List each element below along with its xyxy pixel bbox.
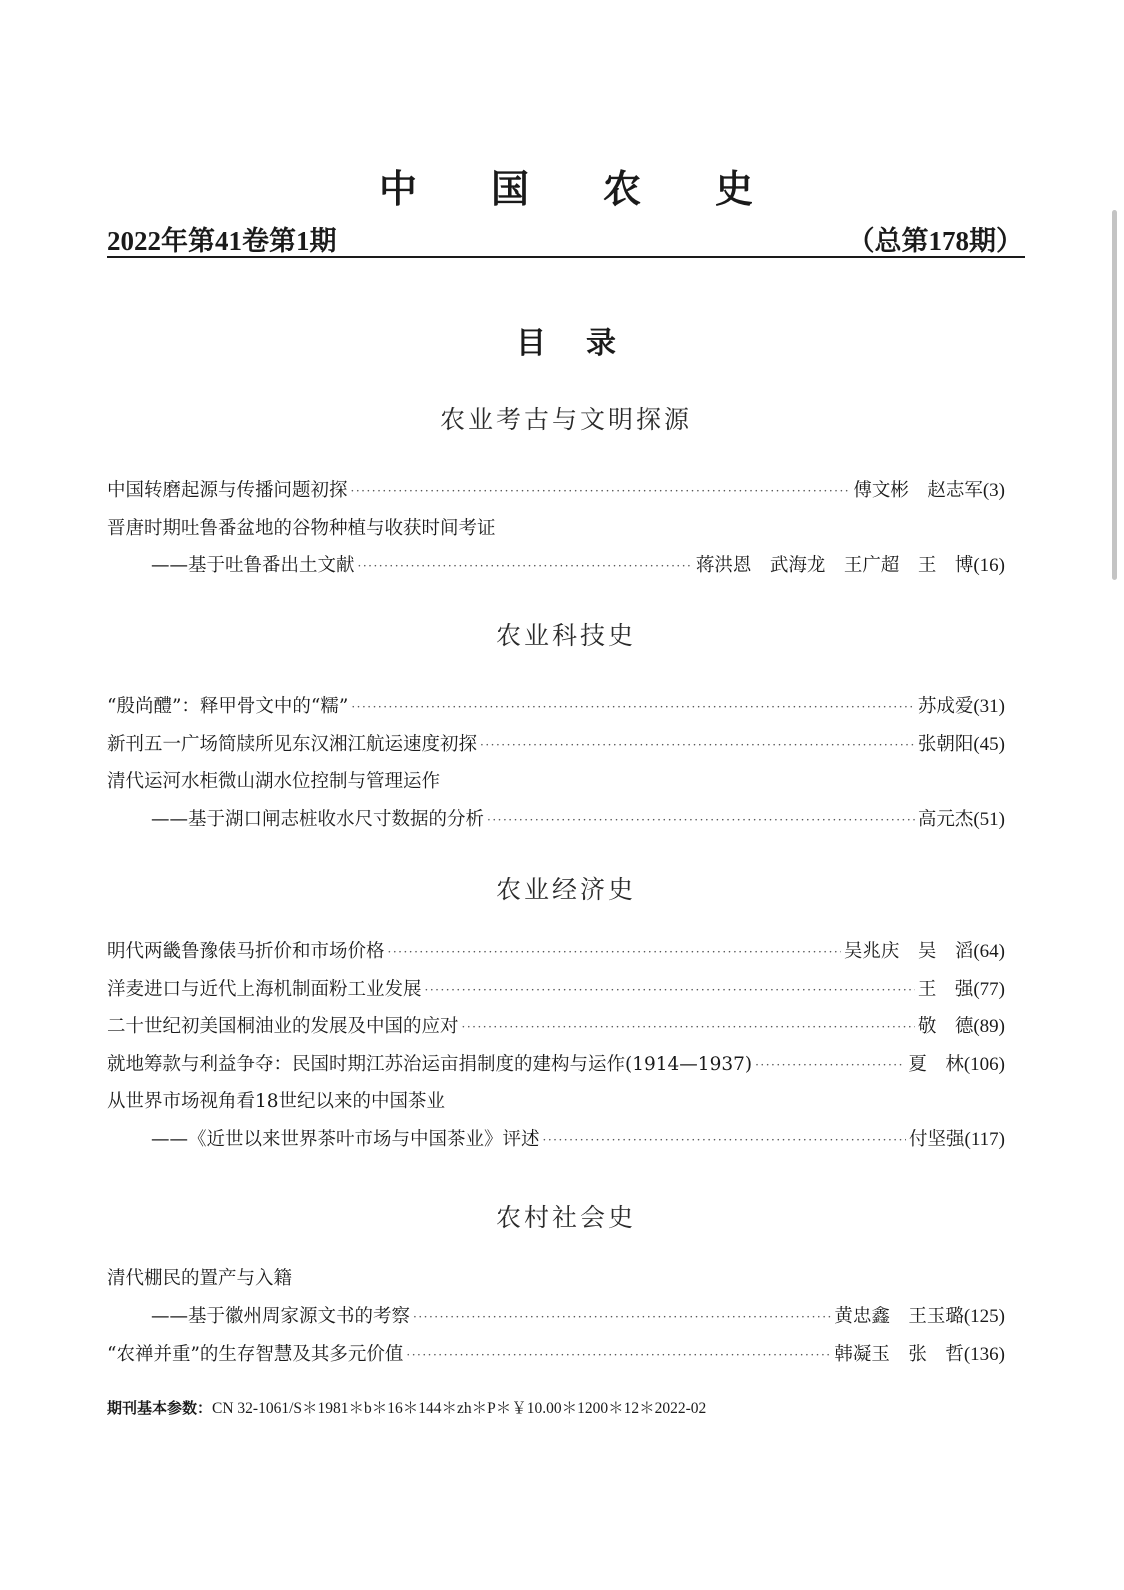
entry-page: (51) [973,809,1005,830]
entry-title: “农禅并重”的生存智慧及其多元价值 [107,1344,404,1365]
leader-dots [462,1012,915,1042]
leader-dots [388,937,841,967]
entry-authors: 傅文彬 赵志军 [853,480,983,501]
leader-dots [351,476,851,506]
toc-heading-char: 目 [516,326,546,361]
entry-title: 二十世纪初美国桐油业的发展及中国的应对 [107,1016,459,1037]
toc-heading-char: 录 [586,326,616,361]
toc-entry[interactable] [107,975,1005,1005]
leader-dots [487,805,915,835]
toc-entry[interactable] [107,692,1005,722]
journal-title-char: 史 [714,167,753,211]
entry-subtitle: ——基于湖口闸志桩收水尺寸数据的分析 [151,809,485,830]
leader-dots [425,975,915,1005]
toc-entry[interactable] [107,1050,1005,1080]
entry-title: 就地筹款与利益争夺：民国时期江苏治运亩捐制度的建构与运作(1914—1937) [107,1054,753,1075]
toc-entry[interactable] [107,1125,1005,1155]
params-label: 期刊基本参数： [107,1399,213,1417]
entry-title: 明代两畿鲁豫俵马折价和市场价格 [107,941,385,962]
entry-subtitle: ——《近世以来世界茶叶市场与中国茶业》评述 [151,1129,540,1150]
toc-entry[interactable] [107,1012,1005,1042]
entry-authors: 付坚强 [909,1129,965,1150]
journal-title-char: 农 [602,167,641,211]
entry-authors: 吴兆庆 吴 滔 [843,941,974,962]
entry-page: (125) [963,1306,1005,1327]
toc-entry[interactable] [107,551,1005,581]
params-value: CN 32-1061/S＊1981＊b＊16＊144＊zh＊P＊￥10.00＊1200＊12＊2022-02 [212,1400,707,1417]
leader-dots [480,730,915,760]
entry-page: (16) [973,555,1005,576]
leader-dots [755,1050,905,1080]
entry-title: 洋麦进口与近代上海机制面粉工业发展 [107,979,422,1000]
section-title: 农业科技史 [495,621,636,650]
journal-title-char: 国 [490,167,529,211]
entry-title[interactable]: 从世界市场视角看18世纪以来的中国茶业 [107,1091,446,1112]
entry-subtitle: ——基于徽州周家源文书的考察 [151,1306,411,1327]
entry-page: (64) [973,941,1005,962]
section-title: 农业考古与文明探源 [439,405,692,434]
journal-title-char: 中 [378,167,417,211]
entry-authors: 苏成爱 [917,696,974,717]
entry-title[interactable]: 清代棚民的置产与入籍 [107,1268,293,1289]
entry-authors: 韩凝玉 张 哲 [834,1344,964,1365]
entry-authors: 高元杰 [917,809,974,830]
entry-authors: 黄忠鑫 王玉璐 [834,1306,964,1327]
leader-dots [413,1302,831,1332]
toc-entry[interactable] [107,805,1005,835]
toc-entry[interactable] [107,730,1005,760]
entry-page: (31) [973,696,1005,717]
issue-volume: 2022年第41卷第1期 [107,226,337,256]
leader-dots [358,551,693,581]
section-title: 农村社会史 [495,1203,636,1232]
entry-authors: 敬 德 [917,1016,974,1037]
leader-dots [351,692,914,722]
entry-title[interactable]: 晋唐时期吐鲁番盆地的谷物种植与收获时间考证 [107,518,496,539]
scrollbar[interactable] [1112,210,1117,580]
entry-page: (89) [973,1016,1005,1037]
toc-entry[interactable] [107,937,1005,967]
entry-page: (117) [964,1129,1005,1150]
journal-parameters [107,1396,706,1418]
entry-title: “殷尚醴”：释甲骨文中的“糯” [107,696,349,717]
entry-page: (106) [963,1054,1005,1075]
section-title: 农业经济史 [495,875,636,904]
leader-dots [406,1340,831,1370]
journal-title [107,158,1025,213]
issue-row [107,216,1025,258]
entry-subtitle: ——基于吐鲁番出土文献 [151,555,355,576]
entry-title: 新刊五一广场简牍所见东汉湘江航运速度初探 [107,734,478,755]
toc-heading [107,318,1025,362]
entry-title: 中国转磨起源与传播问题初探 [107,480,348,501]
entry-authors: 张朝阳 [917,734,974,755]
entry-title[interactable]: 清代运河水柜微山湖水位控制与管理运作 [107,771,441,792]
entry-authors: 夏 林 [908,1054,964,1075]
toc-entry[interactable] [107,476,1005,506]
toc-entry[interactable] [107,1340,1005,1370]
issue-total-number: （总第178期） [847,226,1023,256]
entry-page: (136) [963,1344,1005,1365]
entry-page: (77) [973,979,1005,1000]
entry-page: (3) [982,480,1005,501]
entry-page: (45) [973,734,1005,755]
leader-dots [543,1125,907,1155]
toc-entry[interactable] [107,1302,1005,1332]
entry-authors: 王 强 [917,979,974,1000]
entry-authors: 蒋洪恩 武海龙 王广超 王 博 [695,555,974,576]
